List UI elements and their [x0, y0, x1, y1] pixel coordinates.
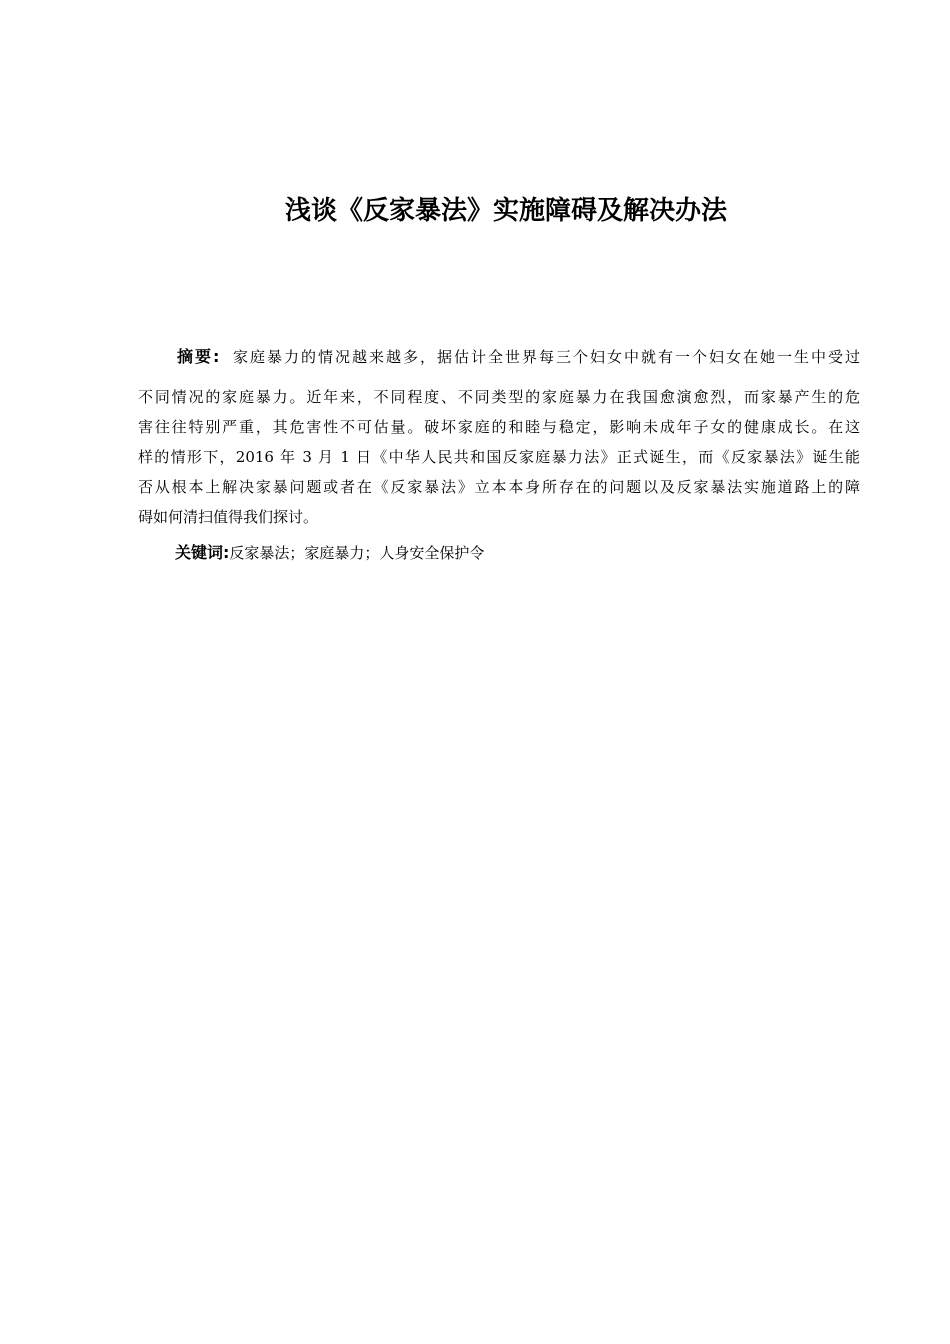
- abstract-line: 碍如何清扫值得我们探讨。: [138, 508, 319, 526]
- keywords-section: [175, 538, 484, 568]
- abstract-label: 摘要:: [175, 347, 220, 366]
- abstract-line: 样的情形下，2016 年 3 月 1 日《中华人民共和国反家庭暴力法》正式诞生，而《反家暴法》诞生能: [138, 448, 860, 466]
- abstract-line: [138, 342, 860, 372]
- document-title: 浅谈《反家暴法》实施障碍及解决办法: [285, 196, 728, 226]
- abstract-line: 不同情况的家庭暴力。近年来，不同程度、不同类型的家庭暴力在我国愈演愈烈，而家暴产生的危: [138, 388, 860, 406]
- keywords-text: 反家暴法；家庭暴力；人身安全保护令: [229, 544, 485, 562]
- abstract-text: 家庭暴力的情况越来越多，据估计全世界每三个妇女中就有一个妇女在她一生中受过: [232, 348, 860, 366]
- keywords-label: 关键词:: [175, 543, 230, 562]
- abstract-section: [138, 342, 860, 532]
- abstract-line: 害往往特别严重，其危害性不可估量。破坏家庭的和睦与稳定，影响未成年子女的健康成长。在这: [138, 418, 860, 436]
- abstract-line: 否从根本上解决家暴问题或者在《反家暴法》立本本身所存在的问题以及反家暴法实施道路上的障: [138, 478, 860, 496]
